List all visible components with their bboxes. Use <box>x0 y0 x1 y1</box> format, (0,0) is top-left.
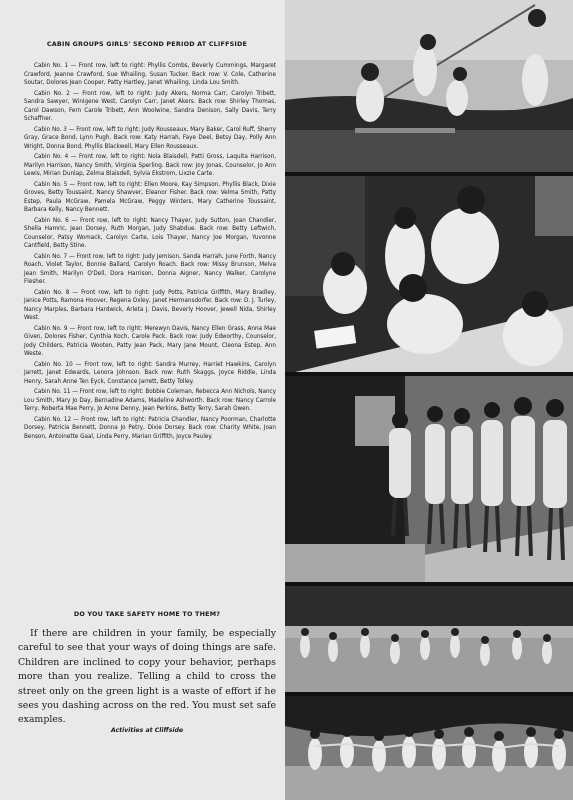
cabin-list <box>24 62 276 443</box>
cabin-paragraph: Cabin No. 6 — Front row, left to right: Nancy Thayer, Judy Sutton, Joan Chandler, Shella Hamric, Jean Dorsey, Ruth Morgan, Judy Shabdue. Back row: Betty Leftwich, Counselor, Patsy Womack, Carolyn Carte, Lois Thayer, Nancy Joe Morgan, Yuvonne Cantfield, Betty Stine. <box>24 216 276 249</box>
cabin-groups-heading: CABIN GROUPS GIRLS' SECOND PERIOD AT CLIFFSIDE <box>46 40 248 48</box>
safety-paragraph: If there are children in your family, be especially careful to see that your ways of doing things are safe. Children are inclined to copy your behavior, perhaps more than you realize. Telling a child to cross the street only on the green light is a waste of effort if he sees you dashing across on the red. You must set safe examples. <box>18 628 276 726</box>
cabin-paragraph: Cabin No. 9 — Front row, left to right: Merewyn Davis, Nancy Ellen Grass, Anna Mae Given, Dolores Fisher, Cynthia Koch, Carole Pack. Back row: Judy Edworthy, Counselor, Jody Childers, Patricia Wooten, Patty Jean Pack, Mary Jane Mount, Cleona Estep, Ann Weste. <box>24 324 276 357</box>
cabin-paragraph: Cabin No. 7 — Front row, left to right: Judy Jemison, Sanda Harrah, June Forth, Nancy Roach, Violet Taylor, Bonnie Ballard, Carolyn Roach. Back row: Missy Brunson, Melva Jean Smith, Marilyn O'Dell, Dora Harrison, Donna Aigner, Nancy Walker, Carolyne Flesher. <box>24 252 276 285</box>
cabin-paragraph: Cabin No. 2 — Front row, left to right: Judy Akers, Norma Carr, Carolyn Tribett, Sandra Sawyer, Winigene West, Carolyn Carr, Janet Akers. Back row: Shirley Thomas, Carol Dawson, Fern Carole Tribett, Ann Woolwine, Sandra Denison, Sally Davis, Terry Schaffner. <box>24 89 276 122</box>
photo-strip <box>285 0 573 800</box>
cabin-paragraph: Cabin No. 12 — Front row, left to right: Patricia Chandler, Nancy Poorman, Charlotte Dorsey, Patricia Bennett, Donna Jo Petry, Dixie Dorsey. Back row: Charity White, Joan Benson, Antoinette Gaal, Linda Perry, Marian Griffith, Joyce Pauley. <box>24 415 276 440</box>
cabin-paragraph: Cabin No. 5 — Front row, left to right: Ellen Moore, Kay Simpson, Phyllis Black, Dixie Groves, Betty Toussaint, Nancy Shawver, Eleanor Fisher. Back row: Velma Smith, Patty Estep, Paula McGraw, Pamela McGraw, Peggy Winters, Mary Catherine Toussaint, Barbara Kelly, Nancy Bennett. <box>24 180 276 213</box>
cabin-paragraph: Cabin No. 8 — Front row, left to right: Judy Potts, Patricia Griffith, Mary Bradley, Janice Potts, Ramona Hoover, Regena Oxley, Janet Hermansdorfer. Back row: D. J. Turley, Nancy Marples, Barbara Hardwick, Arleta J. Davis, Beverly Hoover, Jewell Nida, Shirley West. <box>24 288 276 321</box>
photo-girls-crafts-table <box>285 176 573 372</box>
photo-caption: Activities at Cliffside <box>110 727 184 734</box>
safety-article <box>18 627 276 728</box>
photo-girls-outdoors <box>285 0 573 172</box>
photo-girls-dancing <box>285 696 573 800</box>
cabin-paragraph: Cabin No. 11 — Front row, left to right: Bobbie Coleman, Rebecca Ann Nichols, Nancy Lou Smith, Mary Jo Day, Bernadine Adams, Madeline Ashworth. Back row: Nancy Carrole Terry, Roberta Mae Perry, Jo Anne Denny, Jean Perkins, Betty Terry, Sarah Owen. <box>24 388 276 412</box>
cabin-paragraph: Cabin No. 3 — Front row, left to right: Judy Rousseaux, Mary Baker, Carol Ruff, Sherry Gray, Grace Bond, Lynn Pugh. Back row: Katy Harrah, Faye Deel, Betsy Day, Polly Ann Wright, Donna Bond, Phyllis Blackwell, Mary Ellen Rousseaux. <box>24 125 276 150</box>
photo-girls-room-standing <box>285 376 573 582</box>
cabin-paragraph: Cabin No. 4 — Front row, left to right: Nola Blaisdell, Patti Gross, Laquita Harrison, Marilyn Harrison, Nancy Smith, Virginia Sperling. Back row: Joy Jonas, Counselor, Jo Ann Lewis, Mirian Dunlap, Zelma Blaisdell, Sylvia Ekstrom, Lixzie Carte. <box>24 153 276 177</box>
safety-heading: DO YOU TAKE SAFETY HOME TO THEM? <box>73 610 221 618</box>
cabin-paragraph: Cabin No. 10 — Front row, left to right: Sandra Murrey, Harriet Hawkins, Carolyn Jarrett, Janet Edwards, Lenora Johnson. Back row: Ruth Skaggs, Joyce Riddle, Linda Henry, Sarah Anne Ten Eyck, Constance Jarrett, Betty Tolley. <box>24 360 276 385</box>
text-column <box>14 0 280 800</box>
cabin-paragraph: Cabin No. 1 — Front row, left to right: Phyllis Combs, Beverly Cummings, Margaret Crawford, Jeanne Crawford, Sue Whailing, Susan Tucker. Back row: V. Cole, Catherine Soutar, Dolores Jean Cooper, Patty Hartley, Janet Whailing, Linda Lou Smith. <box>24 62 276 86</box>
photo-outdoor-game <box>285 586 573 692</box>
